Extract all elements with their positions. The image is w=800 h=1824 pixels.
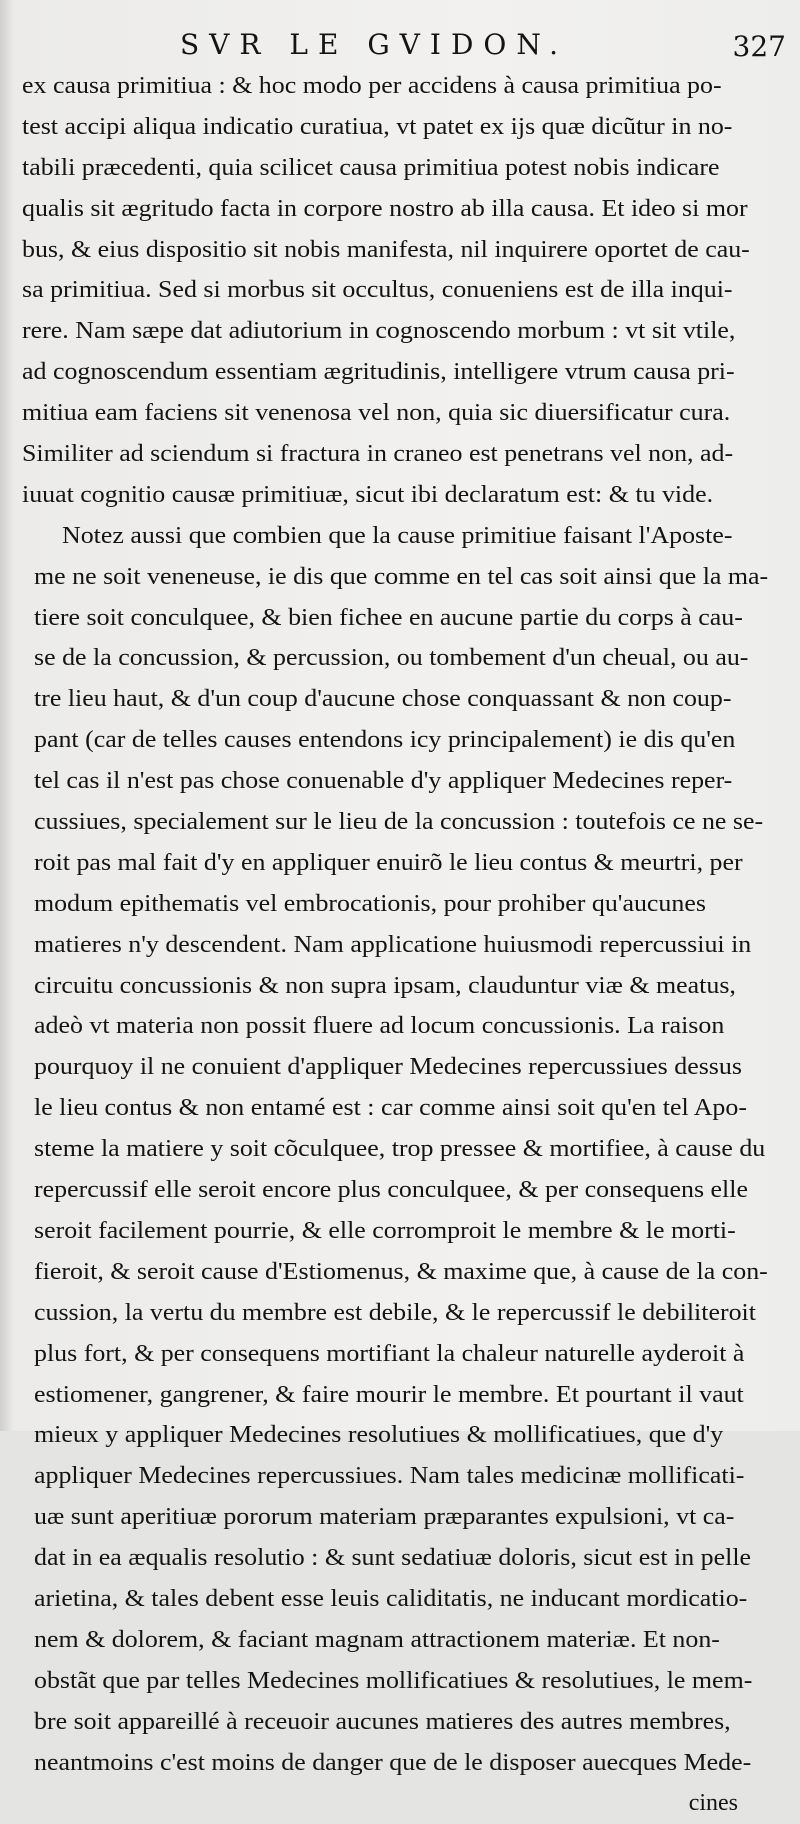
running-title: SVR LE GVIDON. bbox=[180, 28, 568, 61]
text-line bbox=[0, 1743, 800, 1784]
text-line-content: bre soit appareillé à receuoir aucunes matieres des autres membres, bbox=[34, 1708, 731, 1735]
text-line-content: matieres n'y descendent. Nam applicatione huiusmodi repercussiui in bbox=[34, 931, 752, 958]
text-line bbox=[0, 843, 800, 884]
text-line-content: nem & dolorem, & faciant magnam attractionem materiæ. Et non- bbox=[34, 1626, 720, 1653]
text-line bbox=[0, 434, 800, 475]
text-line-content: iuuat cognitio causæ primitiuæ, sicut ibi declaratum est: & tu vide. bbox=[22, 481, 714, 508]
text-line-content: me ne soit veneneuse, ie dis que comme en tel cas soit ainsi que la ma- bbox=[34, 563, 769, 590]
text-line-content: steme la matiere y soit cõculquee, trop pressee & mortifiee, à cause du bbox=[34, 1136, 766, 1163]
text-line-content: obstãt que par telles Medecines mollificatiues & resolutiues, le mem- bbox=[34, 1667, 753, 1694]
text-line-content: ex causa primitiua : & hoc modo per accidens à causa primitiua po- bbox=[22, 73, 722, 99]
text-line bbox=[0, 189, 800, 230]
text-line-content: dat in ea æqualis resolutio : & sunt sedatiuæ doloris, sicut est in pelle bbox=[34, 1545, 752, 1572]
text-line bbox=[0, 679, 800, 720]
text-line bbox=[0, 1211, 800, 1252]
text-line bbox=[0, 1538, 800, 1579]
text-line bbox=[0, 638, 800, 679]
text-line bbox=[0, 1129, 800, 1170]
text-line-content: mitiua eam faciens sit venenosa vel non, quia sic diuersificatur cura. bbox=[22, 400, 731, 427]
text-line-content: sa primitiua. Sed si morbus sit occultus, conueniens est de illa inqui- bbox=[22, 277, 733, 304]
text-line bbox=[0, 148, 800, 189]
text-line-content: arietina, & tales debent esse leuis caliditatis, ne inducant mordicatio- bbox=[34, 1585, 748, 1612]
text-line-content: plus fort, & per consequens mortifiant la chaleur naturelle ayderoit à bbox=[34, 1340, 745, 1367]
text-line bbox=[0, 1293, 800, 1334]
text-line-content: qualis sit ægritudo facta in corpore nostro ab illa causa. Et ideo si mor bbox=[22, 195, 748, 222]
text-line bbox=[0, 720, 800, 761]
text-line-content: seroit facilement pourrie, & elle corromproit le membre & le morti- bbox=[34, 1217, 736, 1244]
text-line bbox=[0, 884, 800, 925]
text-line bbox=[0, 557, 800, 598]
text-line-content: pourquoy il ne conuient d'appliquer Medecines repercussiues dessus bbox=[34, 1054, 742, 1081]
text-line bbox=[0, 230, 800, 271]
text-line-content: cussiues, specialement sur le lieu de la concussion : toutefois ce ne se- bbox=[34, 809, 764, 836]
text-line-content: mieux y appliquer Medecines resolutiues & mollificatiues, que d'y bbox=[34, 1422, 724, 1449]
text-line-content: tabili præcedenti, quia scilicet causa primitiua potest nobis indicare bbox=[22, 154, 720, 181]
page-number: 327 bbox=[732, 30, 786, 63]
text-line-content: tre lieu haut, & d'un coup d'aucune chose conquassant & non coup- bbox=[34, 686, 732, 713]
text-line bbox=[0, 802, 800, 843]
text-line bbox=[0, 516, 800, 557]
text-line bbox=[0, 66, 800, 107]
text-line bbox=[0, 1252, 800, 1293]
text-line-content: Similiter ad sciendum si fractura in craneo est penetrans vel non, ad- bbox=[22, 441, 734, 468]
text-line-content: test accipi aliqua indicatio curatiua, vt patet ex ijs quæ dicũtur in no- bbox=[22, 113, 733, 140]
text-line bbox=[0, 1579, 800, 1620]
text-line bbox=[0, 1047, 800, 1088]
text-line bbox=[0, 1661, 800, 1702]
text-line-content: roit pas mal fait d'y en appliquer enuirõ le lieu contus & meurtri, per bbox=[34, 849, 743, 876]
text-line bbox=[0, 352, 800, 393]
text-line bbox=[0, 475, 800, 516]
text-line-content: repercussif elle seroit encore plus conculquee, & per consequens elle bbox=[34, 1177, 748, 1204]
text-line bbox=[0, 1088, 800, 1129]
text-line-content: rere. Nam sæpe dat adiutorium in cognoscendo morbum : vt sit vtile, bbox=[22, 318, 736, 345]
text-line-content: tel cas il n'est pas chose conuenable d'y appliquer Medecines reper- bbox=[34, 768, 733, 795]
text-line-content: neantmoins c'est moins de danger que de le disposer auecques Mede- bbox=[34, 1749, 752, 1776]
text-line bbox=[0, 1415, 800, 1456]
text-line-content: ad cognoscendum essentiam ægritudinis, intelligere vtrum causa pri- bbox=[22, 359, 735, 386]
text-line-content: estiomener, gangrener, & faire mourir le membre. Et pourtant il vaut bbox=[34, 1381, 744, 1408]
text-line bbox=[0, 1497, 800, 1538]
text-line bbox=[0, 761, 800, 802]
text-line-content: circuitu concussionis & non supra ipsam, clauduntur viæ & meatus, bbox=[34, 972, 736, 999]
text-line bbox=[0, 311, 800, 352]
text-line bbox=[0, 270, 800, 311]
text-line bbox=[0, 393, 800, 434]
text-line-content: modum epithematis vel embrocationis, pour prohiber qu'aucunes bbox=[34, 890, 706, 917]
text-line bbox=[0, 1702, 800, 1743]
text-line-content: le lieu contus & non entamé est : car comme ainsi soit qu'en tel Apo- bbox=[34, 1095, 747, 1122]
text-line-content: pant (car de telles causes entendons icy principalement) ie dis qu'en bbox=[34, 727, 736, 754]
text-line-content: cussion, la vertu du membre est debile, & le repercussif le debiliteroit bbox=[34, 1299, 756, 1326]
body-text bbox=[0, 66, 800, 1824]
text-line bbox=[0, 1620, 800, 1661]
text-line bbox=[0, 1375, 800, 1416]
text-line-content: adeò vt materia non possit fluere ad locum concussionis. La raison bbox=[34, 1013, 725, 1040]
text-line bbox=[0, 1170, 800, 1211]
text-line-content: se de la concussion, & percussion, ou tombement d'un cheual, ou au- bbox=[34, 645, 749, 672]
text-line bbox=[0, 1006, 800, 1047]
text-line bbox=[0, 1334, 800, 1375]
text-line-content: appliquer Medecines repercussiues. Nam tales medicinæ mollificati- bbox=[34, 1463, 745, 1490]
text-line bbox=[0, 1456, 800, 1497]
text-line-content: Notez aussi que combien que la cause primitiue faisant l'Aposte- bbox=[62, 522, 733, 549]
text-line-content: cines bbox=[688, 1790, 738, 1817]
text-line bbox=[0, 966, 800, 1007]
text-line bbox=[0, 925, 800, 966]
text-line-content: fieroit, & seroit cause d'Estiomenus, & maxime que, à cause de la con- bbox=[34, 1258, 768, 1285]
text-line-content: bus, & eius dispositio sit nobis manifesta, nil inquirere oportet de cau- bbox=[22, 236, 750, 263]
text-line bbox=[0, 598, 800, 639]
text-line bbox=[0, 1783, 800, 1824]
text-line-content: tiere soit conculquee, & bien fichee en aucune partie du corps à cau- bbox=[34, 604, 743, 631]
text-line-content: uæ sunt aperitiuæ pororum materiam præparantes expulsioni, vt ca- bbox=[34, 1504, 735, 1531]
text-line bbox=[0, 107, 800, 148]
